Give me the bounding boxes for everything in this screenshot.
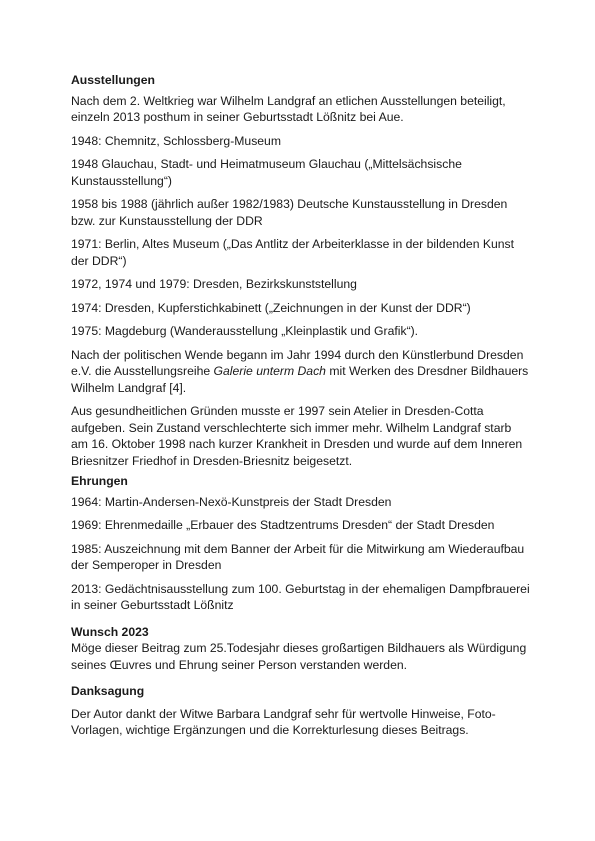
honor-item: 1985: Auszeichnung mit dem Banner der Arbeit für die Mitwirkung am Wiederaufbau der Semperoper in Dresden — [71, 541, 525, 572]
exhibition-item: 1975: Magdeburg (Wanderausstellung „Kleinplastik und Grafik“). — [71, 324, 419, 338]
honor-item: 1964: Martin-Andersen-Nexö-Kunstpreis der Stadt Dresden — [71, 494, 392, 509]
ausstellungen-intro: Nach dem 2. Weltkrieg war Wilhelm Landgraf an etlichen Ausstellungen beteiligt, einzeln 2013 posthum in seiner Geburtsstadt Lößnitz bei Aue. — [71, 93, 506, 124]
exhibition-item: 1972, 1974 und 1979: Dresden, Bezirkskunststellung — [71, 277, 357, 291]
exhibition-item: 1971: Berlin, Altes Museum („Das Antlitz der Arbeiterklasse in der bildenden Kunst der DDR“) — [71, 237, 515, 268]
exhibition-item: 1958 bis 1988 (jährlich außer 1982/1983) Deutsche Kunstausstellung in Dresden bzw. zur Kunstausstellung der DDR — [71, 197, 508, 228]
honor-item: 1969: Ehrenmedaille „Erbauer des Stadtzentrums Dresden“ der Stadt Dresden — [71, 518, 495, 532]
wende-text-after: mit Werken des Dresdner Bildhauers Wilhelm Landgraf [4]. — [71, 364, 529, 395]
heading-ausstellungen: Ausstellungen — [71, 73, 155, 87]
wende-italic-title: Galerie unterm Dach — [213, 364, 326, 378]
page-content — [71, 72, 531, 746]
wende-paragraph — [71, 347, 531, 397]
danksagung-text: Der Autor dankt der Witwe Barbara Landgraf sehr für wertvolle Hinweise, Foto-Vorlagen, wichtige Ergänzungen und die Korrekturlesung dieses Beitrags. — [71, 706, 496, 737]
wende-text-before: Nach der politischen Wende begann im Jahr 1994 durch den Künstlerbund Dresden e.V. die Ausstellungsreihe — [71, 347, 524, 378]
heading-ehrungen: Ehrungen — [71, 474, 128, 488]
health-paragraph: Aus gesundheitlichen Gründen musste er 1997 sein Atelier in Dresden-Cotta aufgeben. Sein Zustand verschlechterte sich immer mehr. Wilhelm Landgraf starb am 16. Oktober 1998 nach kurzer Krankheit in Dresden und wurde auf dem Inneren Briesnitzer Friedhof in Dresden-Briesnitz beigesetzt. — [71, 404, 523, 468]
heading-danksagung: Danksagung — [71, 684, 145, 698]
honor-item: 2013: Gedächtnisausstellung zum 100. Geburtstag in der ehemaligen Dampfbrauerei in seiner Geburtsstadt Lößnitz — [71, 581, 530, 612]
heading-wunsch: Wunsch 2023 — [71, 624, 149, 639]
wunsch-text: Möge dieser Beitrag zum 25.Todesjahr dieses großartigen Bildhauers als Würdigung seines Œuvres und Ehrung seiner Person verstanden werden. — [71, 641, 527, 672]
exhibition-item: 1974: Dresden, Kupferstichkabinett („Zeichnungen in der Kunst der DDR“) — [71, 300, 471, 315]
exhibition-item: 1948 Glauchau, Stadt- und Heimatmuseum Glauchau („Mittelsächsische Kunstausstellung“) — [71, 157, 462, 188]
exhibition-item: 1948: Chemnitz, Schlossberg-Museum — [71, 133, 281, 148]
